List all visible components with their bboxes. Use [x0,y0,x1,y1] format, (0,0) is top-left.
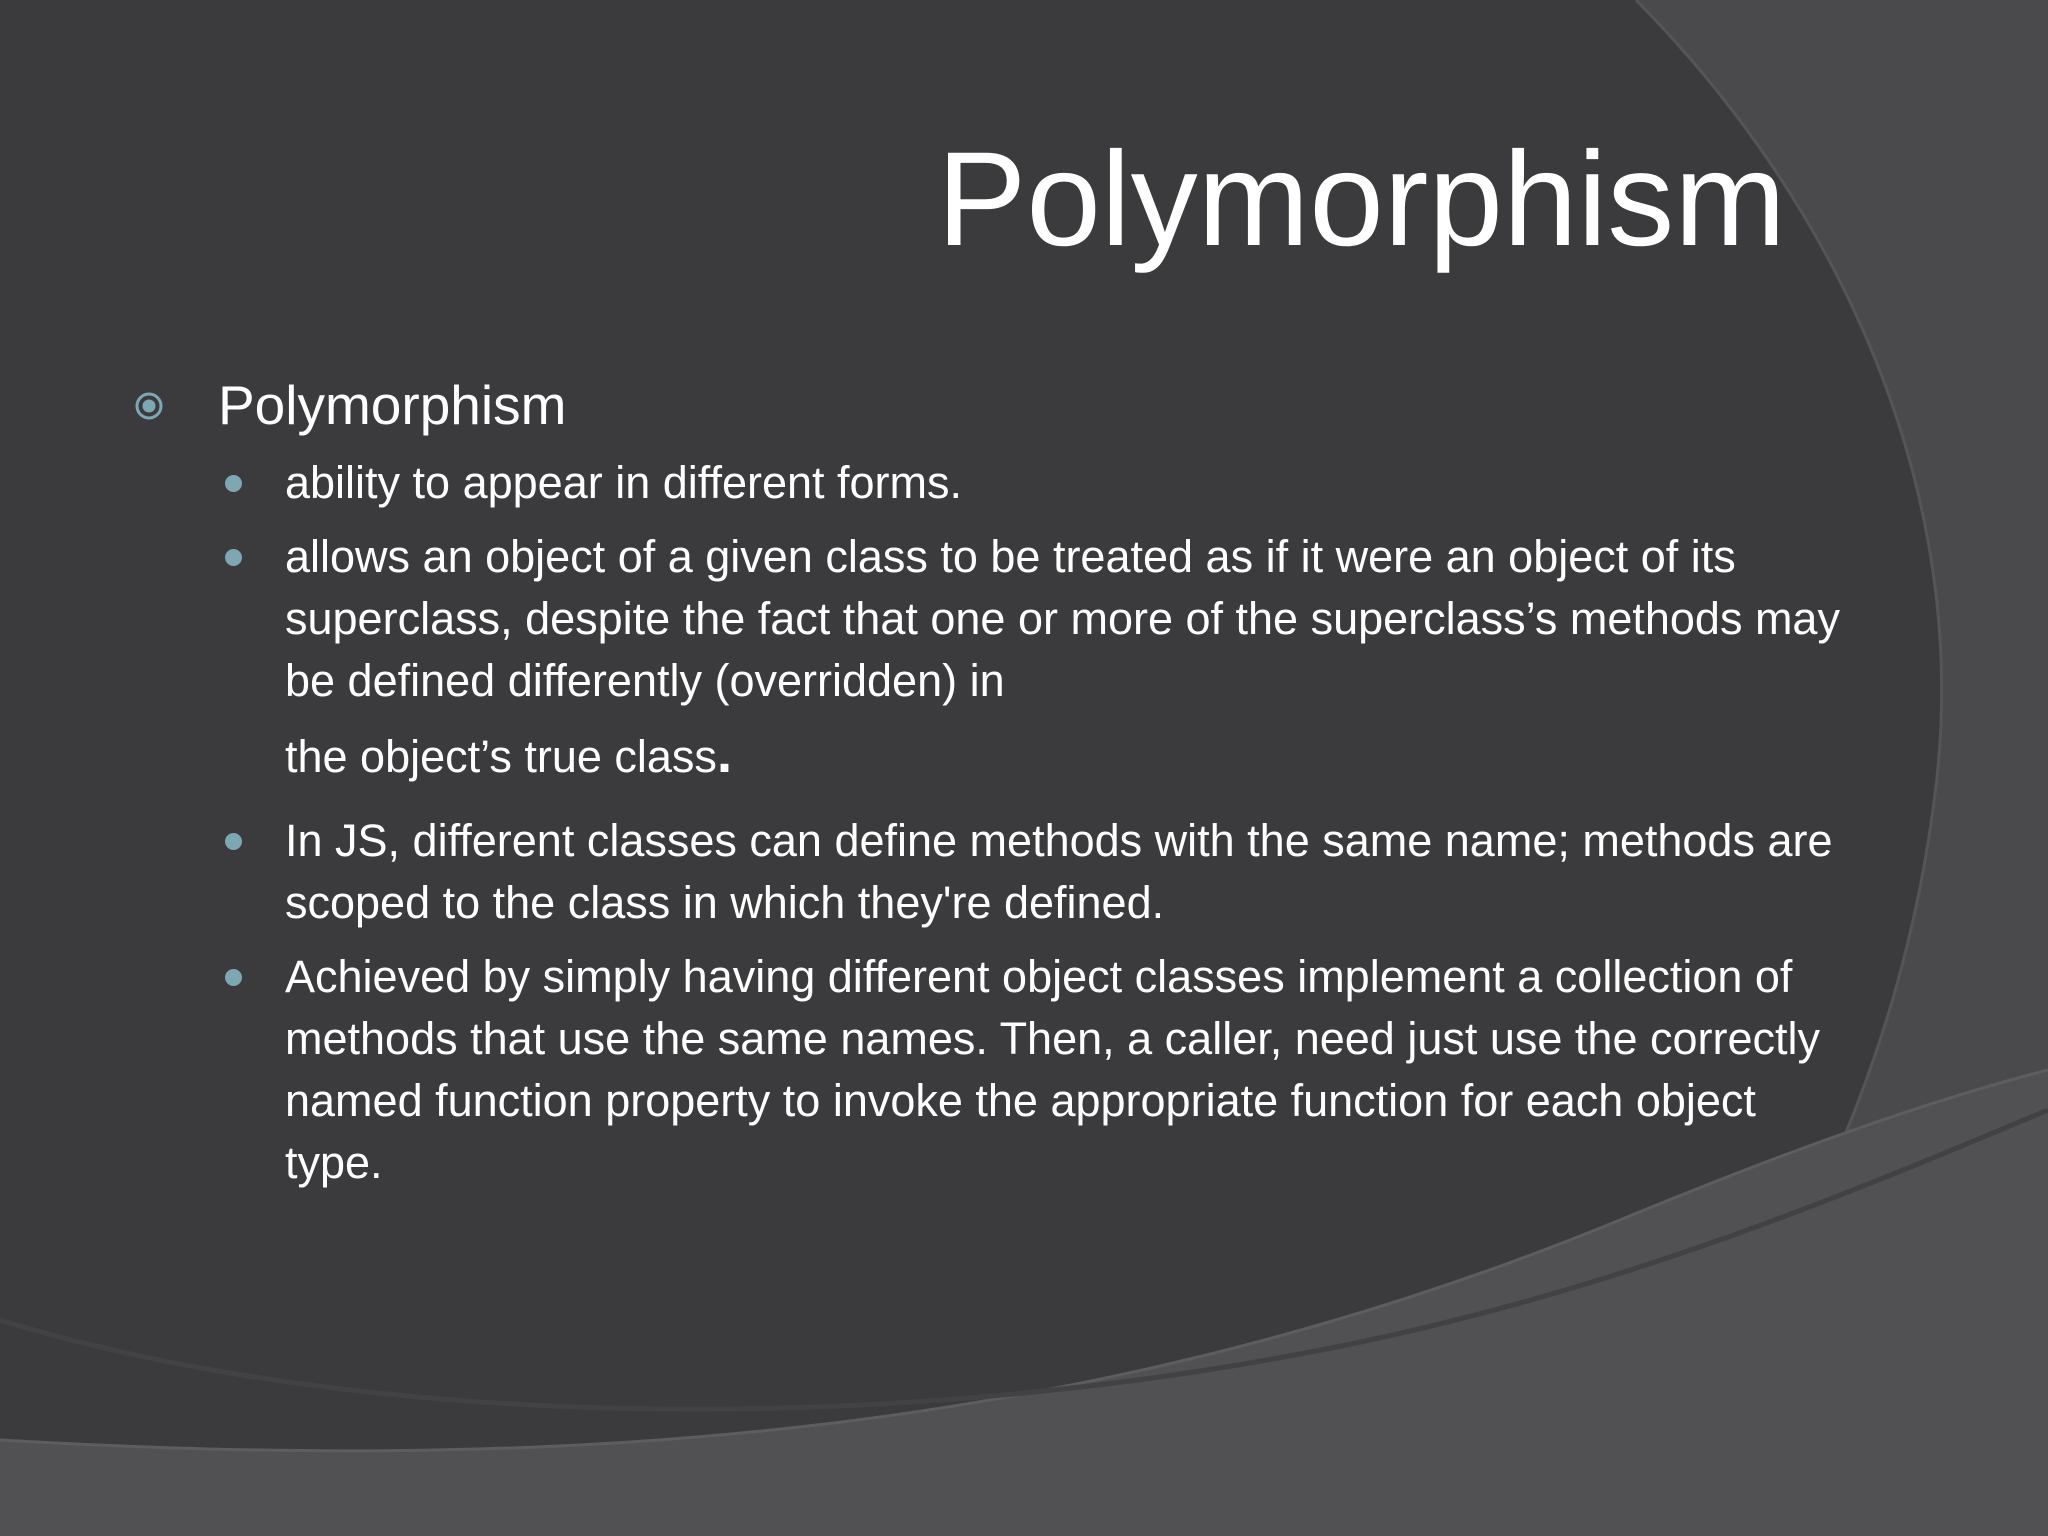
sentence-period: . [716,722,733,784]
sub-bullet-text: In JS, different classes can define methods with the same name; methods are scoped to the class in which they're defined. [285,815,1833,928]
sub-bullet-item [130,946,1865,1194]
filled-dot-bullet-icon [225,549,242,566]
sub-bullet-final-line-text: the object’s true class [285,731,717,782]
slide-content [130,370,1840,1206]
filled-dot-bullet-icon [225,475,242,492]
sub-bullet-list [130,452,1840,1194]
circled-dot-bullet-icon [134,391,164,421]
filled-dot-bullet-icon [225,969,242,986]
slide-title: Polymorphism [937,125,1786,274]
sub-bullet-item [130,526,1865,798]
sub-bullet-item [130,810,1865,934]
sub-bullet-text: ability to appear in different forms. [285,457,963,508]
sub-bullet-text: Achieved by simply having different object classes implement a collection of methods that use the same names. Then, a caller, need just use the correctly named function property to invoke the appropriate function for each object type. [285,951,1821,1188]
main-bullet-item [130,370,1830,440]
main-bullet-text: Polymorphism [218,374,567,436]
sub-bullet-text: allows an object of a given class to be treated as if it were an object of its superclass, despite the fact that one or more of the superclass’s methods may be defined differently (overridden) in [285,531,1840,706]
filled-dot-bullet-icon [225,833,242,850]
sub-bullet-continuation [285,712,1865,798]
sub-bullet-item [130,452,1865,514]
